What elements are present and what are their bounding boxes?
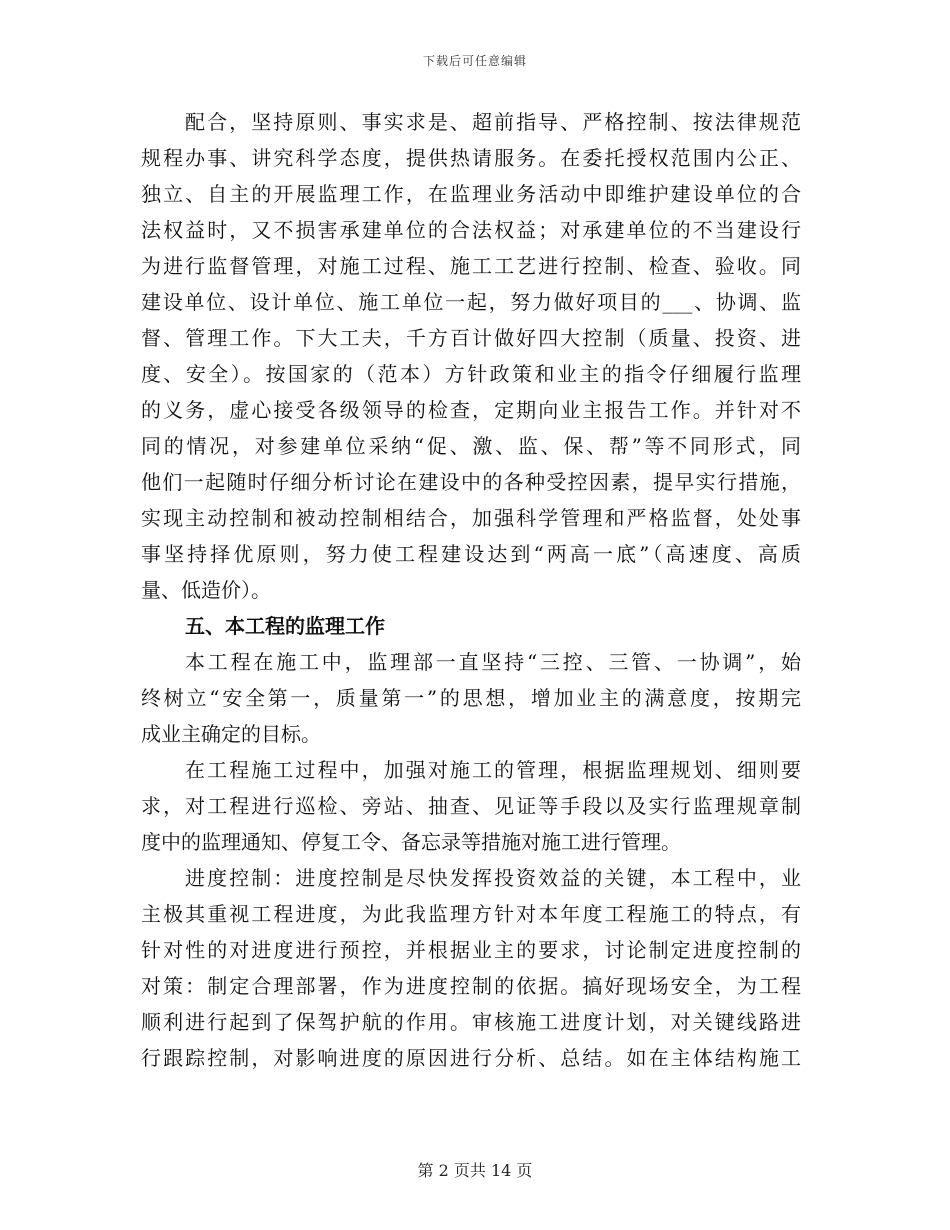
text-line: 独立、自主的开展监理工作，在监理业务活动中即维护建设单位的合 [141,182,801,206]
page-header: 下载后可任意编辑 [422,54,527,68]
text-line: 成业主确定的目标。 [141,722,321,746]
text-line: 配合，坚持原则、事实求是、超前指导、严格控制、按法律规范 [185,110,801,134]
text-line: 终树立“安全第一，质量第一”的思想，增加业主的满意度，按期完 [141,686,801,710]
text-line: 顺利进行起到了保驾护航的作用。审核施工进度计划，对关键线路进 [141,1010,801,1034]
text-line: 在工程施工过程中，加强对施工的管理，根据监理规划、细则要 [185,758,801,782]
text-line: 行跟踪控制，对影响进度的原因进行分析、总结。如在主体结构施工 [141,1046,801,1070]
text-line: 主极其重视工程进度，为此我监理方针对本年度工程施工的特点，有 [141,902,801,926]
page-number: 第 2 页共 14 页 [417,1161,533,1180]
text-line: 法权益时，又不损害承建单位的合法权益；对承建单位的不当建设行 [141,218,801,242]
text-line: 求，对工程进行巡检、旁站、抽查、见证等手段以及实行监理规章制 [141,794,801,818]
text-line: 事坚持择优原则，努力使工程建设达到“两高一底”（高速度、高质 [141,542,801,566]
text-line: 建设单位、设计单位、施工单位一起，努力做好项目的___、协调、监 [141,290,801,314]
text-line: 度中的监理通知、停复工令、备忘录等措施对施工进行管理。 [141,830,681,854]
text-line: 对策：制定合理部署，作为进度控制的依据。搞好现场安全，为工程 [141,974,801,998]
text-line: 针对性的对进度进行预控，并根据业主的要求，讨论制定进度控制的 [141,938,801,962]
text-line: 督、管理工作。下大工夫，千方百计做好四大控制（质量、投资、进 [141,326,801,350]
text-line: 实现主动控制和被动控制相结合，加强科学管理和严格监督，处处事 [141,506,801,530]
text-line: 的义务，虚心接受各级领导的检查，定期向业主报告工作。并针对不 [141,398,801,422]
text-line: 规程办事、讲究科学态度，提供热请服务。在委托授权范围内公正、 [141,146,801,170]
text-line: 本工程在施工中，监理部一直坚持“三控、三管、一协调”，始 [185,650,801,674]
section-heading: 五、本工程的监理工作 [185,614,385,638]
text-line: 他们一起随时仔细分析讨论在建设中的各种受控因素，提早实行措施， [141,470,801,494]
text-line: 为进行监督管理，对施工过程、施工工艺进行控制、检查、验收。同 [141,254,801,278]
text-line: 量、低造价）。 [141,578,271,602]
text-line: 进度控制：进度控制是尽快发挥投资效益的关键，本工程中，业 [185,866,801,890]
text-line: 同的情况，对参建单位采纳“促、激、监、保、帮”等不同形式，同 [141,434,801,458]
text-line: 度、安全）。按国家的（范本）方针政策和业主的指令仔细履行监理 [141,362,801,386]
body-text [141,104,801,1076]
